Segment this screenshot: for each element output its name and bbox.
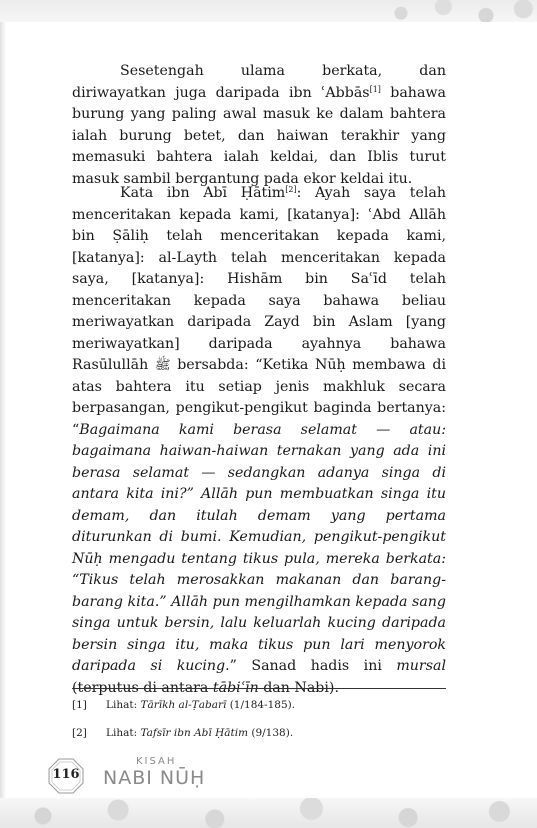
paragraph-2-intro: Kata ibn Abī Ḥātim bbox=[120, 185, 286, 201]
bottom-ornament bbox=[0, 798, 537, 828]
footnote-1-label: Lihat: bbox=[106, 699, 141, 711]
top-ornament bbox=[367, 0, 537, 22]
page-number: 116 bbox=[52, 767, 80, 782]
footnote-ref-2[interactable]: [2] bbox=[285, 185, 297, 194]
footnote-1-title: Tārīkh al-Ṭabarī bbox=[140, 699, 227, 711]
paragraph-2-body: : Ayah saya telah menceritakan kepada kami, [katanya]: ʿAbd Allāh bin Ṣāliḥ telah menceritakan kepada kami, [katanya]: al-Layth telah menceritakan kepada saya, [katanya]: Hishām bin Saʿīd telah menceritakan kepada saya bahawa beliau meriwayatkan daripada Zayd bin Aslam [yang meriwayatkan] daripada ayahnya bahawa Rasūlullāh bbox=[72, 185, 446, 373]
series-label: KISAH bbox=[136, 756, 177, 767]
paragraph-2-after-italic: .” Sanad hadis ini bbox=[225, 658, 397, 674]
footnote-2 bbox=[72, 726, 293, 740]
footnote-1-number: [1] bbox=[72, 699, 87, 711]
paragraph-1-text-a: Sesetengah ulama berkata, dan diriwayatkan juga daripada ibn ʿAbbās bbox=[72, 63, 446, 101]
tabiin-term: tābiʿīn bbox=[212, 679, 259, 696]
paragraph-2-body-2: bersabda: “Ketika Nūḥ membawa di atas bahtera itu setiap jenis makhluk secara berpasangan, pengikut-pengikut baginda bertanya: “ bbox=[72, 357, 446, 438]
page-number-badge bbox=[48, 758, 84, 794]
footnote-1-ref: (1/184-185). bbox=[226, 699, 296, 711]
hadith-italic-text: Bagaimana kami berasa selamat — atau: bagaimana haiwan-haiwan ternakan yang ada ini berasa selamat — sedangkan adanya singa di antara kita ini?” Allāh pun membuatkan singa itu demam, dan itulah demam yang pertama diturunkan di bumi. Kemudian, pengikut-pengikut Nūḥ mengadu tentang tikus pula, mereka berkata: “Tikus telah merosakkan makanan dan barang-barang kita.” Allāh pun mengilhamkan kepada sang singa untuk bersin, lalu keluarlah kucing daripada bersin singa itu, maka tikus pun lari menyorok daripada si kucing bbox=[72, 421, 446, 674]
footnote-2-ref: (9/138). bbox=[248, 727, 294, 739]
paragraph-1-text-b: bahawa burung yang paling awal masuk ke dalam bahtera ialah burung betet, dan haiwan terakhir yang memasuki bahtera ialah keldai, dan Iblis turut masuk sambil bergantung pada ekor keldai itu. bbox=[72, 84, 447, 187]
footnote-ref-1[interactable]: [1] bbox=[369, 84, 381, 94]
page-edge-shadow bbox=[0, 22, 6, 822]
footnote-2-label: Lihat: bbox=[106, 727, 141, 739]
footnote-1 bbox=[72, 698, 295, 712]
salawat-symbol: ﷺ bbox=[154, 358, 171, 373]
paragraph-2 bbox=[72, 183, 446, 699]
mursal-term: mursal bbox=[396, 658, 446, 674]
paragraph-1 bbox=[72, 61, 446, 190]
paragraph-2-paren: (terputus di antara bbox=[72, 679, 213, 696]
paragraph-2-ending: dan Nabi). bbox=[258, 679, 339, 696]
book-title: NABI NŪḤ bbox=[103, 767, 206, 789]
footnote-divider bbox=[72, 688, 446, 689]
footnote-2-number: [2] bbox=[72, 727, 87, 739]
footnote-2-title: Tafsīr ibn Abī Ḥātim bbox=[140, 727, 249, 739]
